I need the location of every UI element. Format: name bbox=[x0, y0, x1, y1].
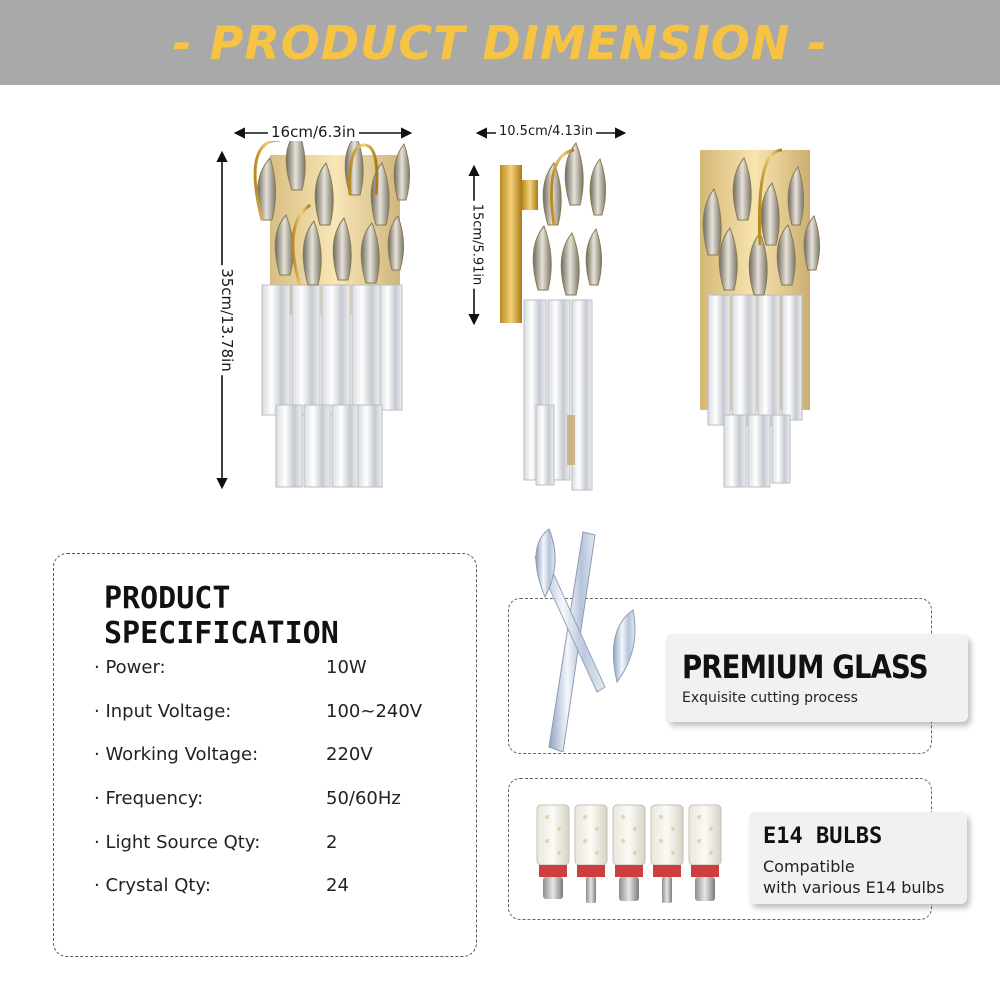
side-depth-label: 10.5cm/4.13in bbox=[496, 124, 596, 139]
spec-value: 220V bbox=[326, 744, 373, 765]
bulb-5 bbox=[689, 805, 721, 901]
spec-label: · Light Source Qty: bbox=[94, 832, 261, 853]
e14-bulbs-title: E14 BULBS bbox=[763, 824, 883, 849]
bulb-4 bbox=[651, 805, 683, 903]
side-height-label: 15cm/5.91in bbox=[469, 201, 484, 289]
front-view-lamp bbox=[255, 130, 409, 487]
spec-value: 100~240V bbox=[326, 701, 423, 722]
led-bulbs-image bbox=[535, 801, 735, 916]
premium-glass-subtitle: Exquisite cutting process bbox=[682, 690, 858, 706]
premium-glass-card bbox=[508, 598, 932, 754]
premium-glass-panel bbox=[666, 634, 968, 722]
bulb-1 bbox=[537, 805, 569, 899]
crystal-prism-image bbox=[505, 527, 655, 752]
e14-bulbs-line-1: Compatible bbox=[763, 857, 855, 876]
spec-label: · Frequency: bbox=[94, 788, 204, 809]
side-view-lamp bbox=[500, 143, 606, 490]
spec-value: 24 bbox=[326, 875, 349, 896]
e14-bulbs-panel bbox=[749, 812, 967, 904]
spec-value: 2 bbox=[326, 832, 338, 853]
front-width-label: 16cm/6.3in bbox=[268, 123, 359, 141]
spec-value: 10W bbox=[326, 657, 367, 678]
front-height-label: 35cm/13.78in bbox=[218, 265, 236, 375]
premium-glass-title: PREMIUM GLASS bbox=[682, 648, 928, 686]
spec-title: PRODUCT SPECIFICATION bbox=[104, 581, 339, 651]
spec-label: · Crystal Qty: bbox=[94, 875, 211, 896]
banner-title: - PRODUCT DIMENSION - bbox=[172, 15, 828, 70]
bulb-2 bbox=[575, 805, 607, 903]
spec-value: 50/60Hz bbox=[326, 788, 401, 809]
lamp-drawings bbox=[0, 85, 1000, 505]
dimension-illustration bbox=[0, 85, 1000, 505]
spec-label: · Input Voltage: bbox=[94, 701, 232, 722]
bulb-3 bbox=[613, 805, 645, 901]
e14-bulbs-card bbox=[508, 778, 945, 920]
angled-view-lamp bbox=[700, 150, 820, 487]
header-banner bbox=[0, 0, 1000, 85]
e14-bulbs-subtitle bbox=[763, 856, 944, 898]
e14-bulbs-line-2: with various E14 bulbs bbox=[763, 878, 945, 897]
specification-card bbox=[53, 553, 477, 957]
spec-label: · Working Voltage: bbox=[94, 744, 259, 765]
spec-label: · Power: bbox=[94, 657, 166, 678]
